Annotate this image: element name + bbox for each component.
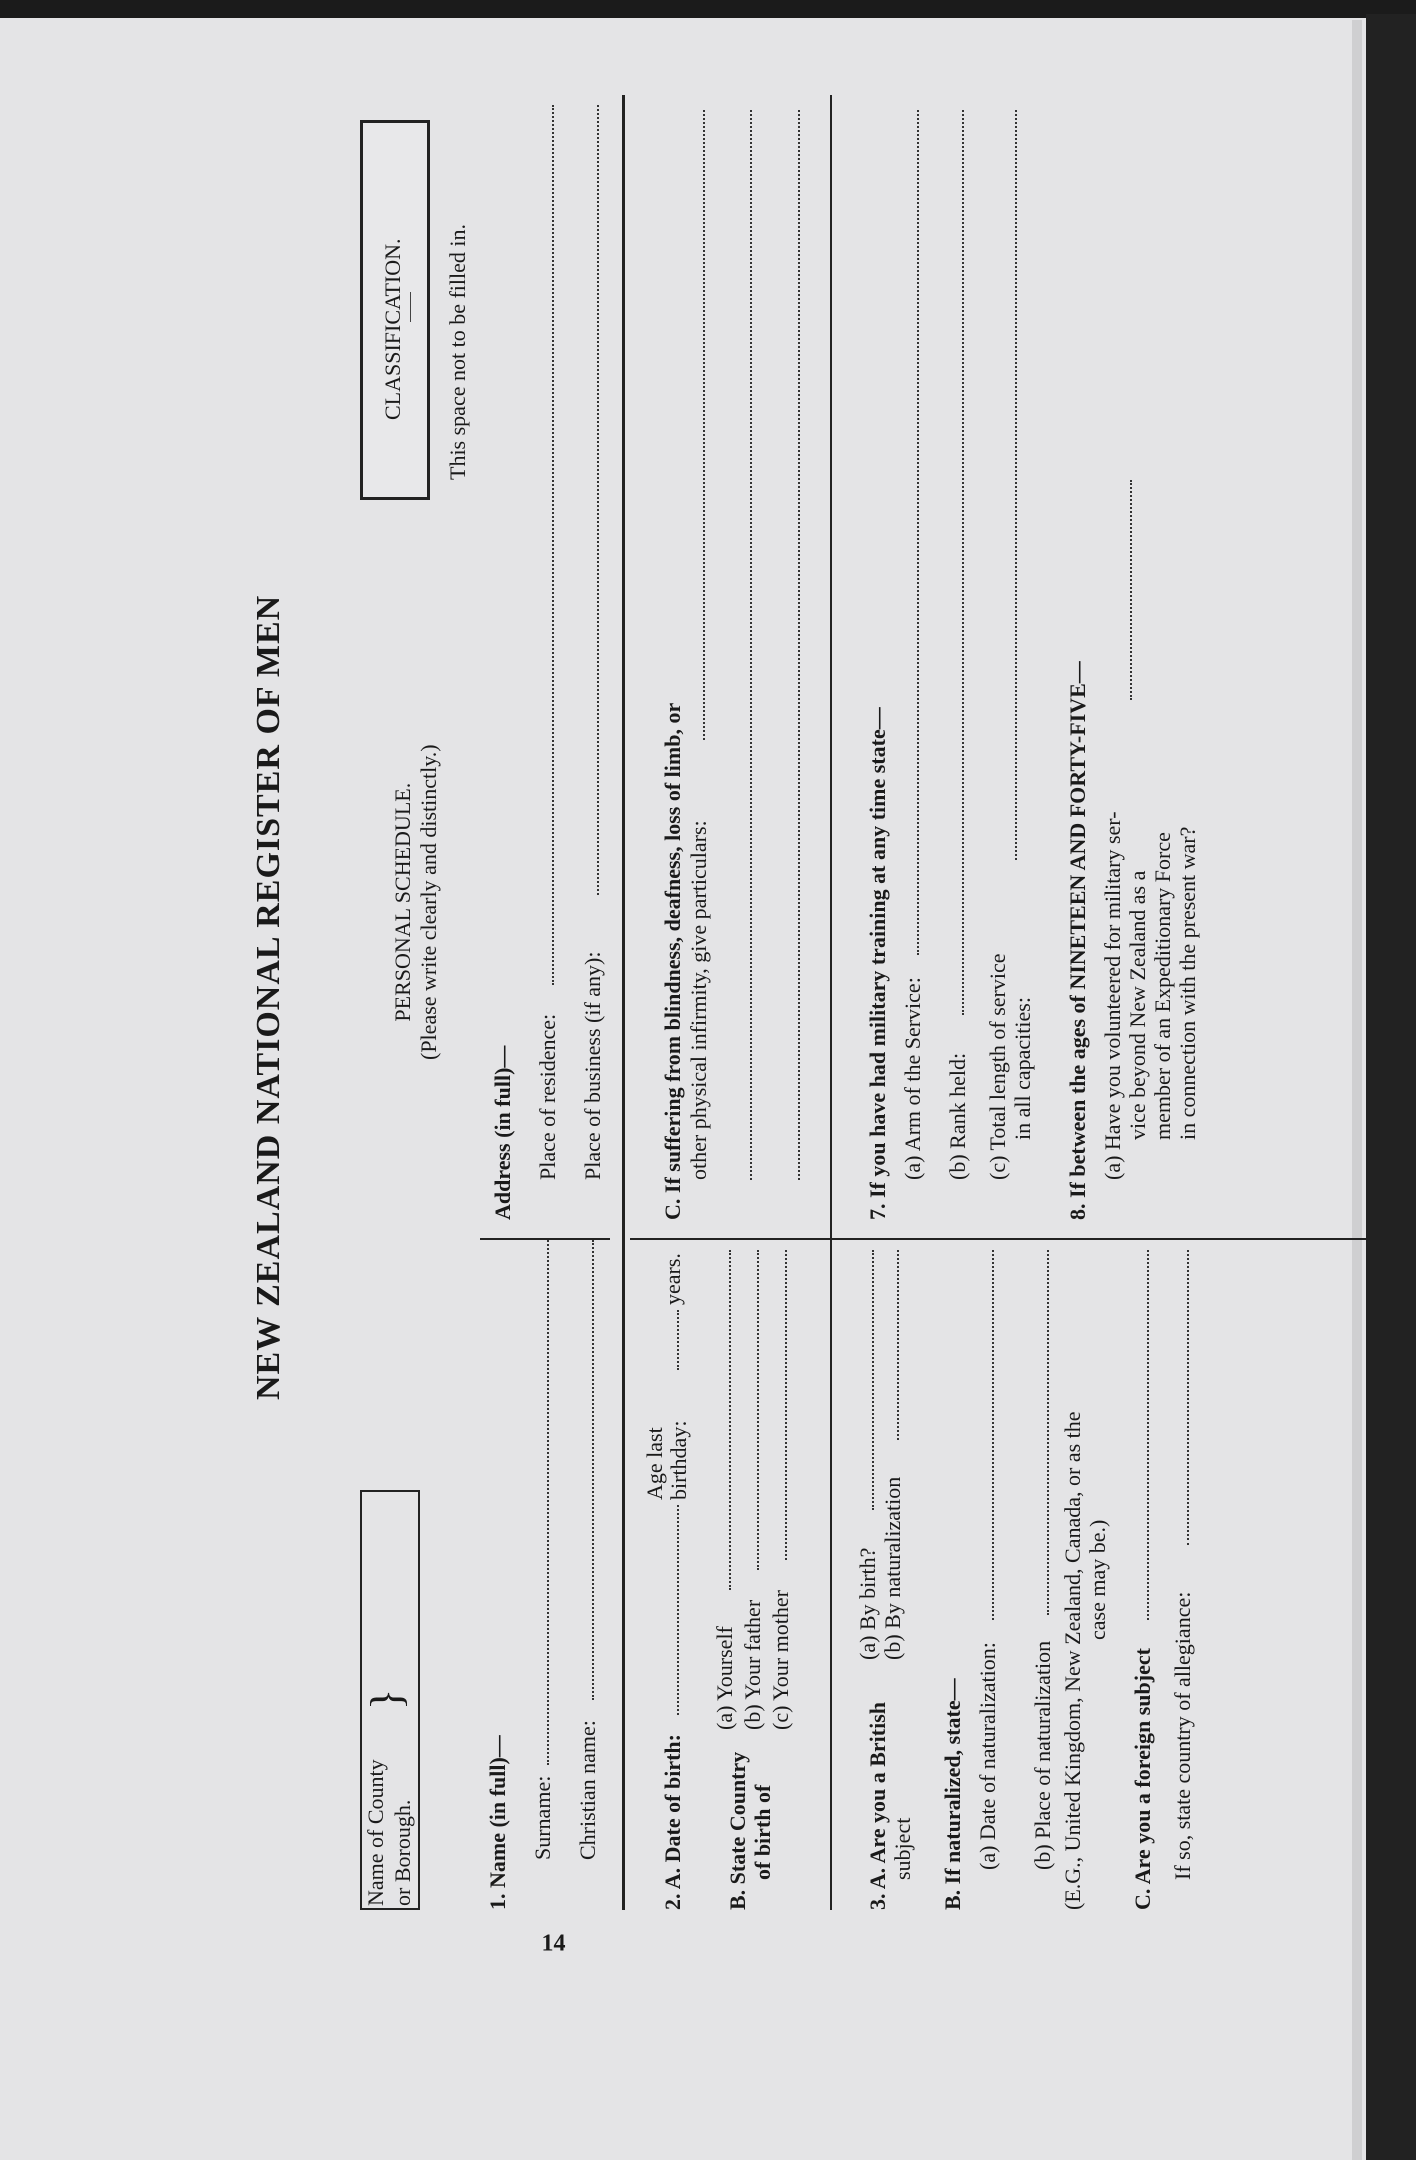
birth-mother-field[interactable] <box>785 1250 787 1560</box>
q3a-label-2: subject <box>890 1817 915 1880</box>
eg-line1: (E.G., United Kingdom, New Zealand, Canada, or as the <box>1060 1411 1085 1910</box>
classification-note: This space not to be filled in. <box>445 224 470 480</box>
allegiance-field[interactable] <box>1187 1250 1189 1545</box>
age-label-2: birthday: <box>666 1420 691 1500</box>
county-label-line1: Name of County <box>363 1759 388 1906</box>
q2c-line1: C. If suffering from blindness, deafness, loss of limb, or <box>660 702 685 1220</box>
foreign-subject-label: C. Are you a foreign subject <box>1130 1648 1155 1910</box>
naturalization-date-field[interactable] <box>992 1250 994 1620</box>
surname-field[interactable] <box>547 1240 549 1765</box>
q7-length-label-1: (c) Total length of service <box>985 953 1010 1180</box>
allegiance-label: If so, state country of allegiance: <box>1170 1591 1195 1880</box>
volunteered-field[interactable] <box>1130 480 1132 700</box>
british-by-birth: (a) By birth? <box>855 1547 880 1660</box>
naturalization-date-label: (a) Date of naturalization: <box>975 1642 1000 1870</box>
q1-heading: 1. Name (in full)— <box>485 1735 510 1910</box>
q7-rank-label: (b) Rank held: <box>945 1052 970 1180</box>
birth-mother: (c) Your mother <box>768 1590 793 1730</box>
age-field[interactable] <box>677 1310 679 1370</box>
infirmity-field-1[interactable] <box>703 110 705 740</box>
section-rule-1 <box>622 95 625 1910</box>
rank-field[interactable] <box>962 110 964 1015</box>
q8-line4: in connection with the present war? <box>1175 826 1200 1140</box>
schedule-heading <box>390 744 442 1060</box>
british-by-naturalization: (b) By naturalization <box>880 1476 905 1660</box>
q8-line3: member of an Expeditionary Force <box>1150 832 1175 1140</box>
classification-label: CLASSIFICATION. <box>380 238 405 420</box>
business-label: Place of business (if any): <box>580 951 605 1180</box>
binding-shadow <box>1366 14 1416 2160</box>
page-title: NEW ZEALAND NATIONAL REGISTER OF MEN <box>250 594 287 1400</box>
schedule-title: PERSONAL SCHEDULE. <box>390 782 415 1022</box>
q8-line1: (a) Have you volunteered for military ser- <box>1100 811 1125 1180</box>
residence-label: Place of residence: <box>535 1013 560 1180</box>
eg-line2: case may be.) <box>1085 1519 1110 1640</box>
q2c-line2: other physical infirmity, give particulars: <box>686 820 711 1180</box>
british-by-birth-field[interactable] <box>872 1250 874 1510</box>
county-label-line2: or Borough. <box>390 1799 415 1906</box>
q3a-label-1: 3. A. Are you a British <box>865 1701 890 1910</box>
birth-father-field[interactable] <box>757 1250 759 1570</box>
q7-arm-label: (a) Arm of the Service: <box>900 977 925 1180</box>
birth-yourself-field[interactable] <box>729 1250 731 1590</box>
foreign-subject-field[interactable] <box>1147 1250 1149 1620</box>
christian-name-field[interactable] <box>592 1240 594 1700</box>
address-heading: Address (in full)— <box>490 1045 515 1220</box>
date-of-birth-field[interactable] <box>677 1505 679 1715</box>
infirmity-field-2[interactable] <box>750 110 752 1180</box>
naturalization-place-field[interactable] <box>1047 1250 1049 1615</box>
years-label: years. <box>660 1253 685 1305</box>
q7-length-label-2: in all capacities: <box>1010 997 1035 1140</box>
section-rule-2 <box>830 1240 832 1910</box>
brace-icon: } <box>362 1688 411 1710</box>
q2-date-label: 2. A. Date of birth: <box>660 1734 685 1910</box>
residence-field[interactable] <box>552 105 554 985</box>
surname-label: Surname: <box>530 1775 555 1860</box>
page-number: 14 <box>541 1930 566 1957</box>
schedule-instruction: (Please write clearly and distinctly.) <box>416 744 441 1060</box>
next-page-edge <box>1352 20 1362 2160</box>
column-divider <box>480 1238 610 1240</box>
rotated-form <box>250 60 1210 1957</box>
classification-dash <box>410 292 411 322</box>
birth-father: (b) Your father <box>740 1599 765 1730</box>
infirmity-field-3[interactable] <box>798 110 800 1180</box>
section-rule-3 <box>830 95 832 1240</box>
column-divider-2 <box>630 1238 1416 1240</box>
q7-heading: 7. If you have had military training at any time state— <box>865 707 890 1220</box>
q2b-label-2: of birth of <box>750 1784 775 1880</box>
length-of-service-field[interactable] <box>1015 110 1017 860</box>
q2b-label-1: B. State Country <box>725 1751 750 1910</box>
christian-name-label: Christian name: <box>575 1720 600 1860</box>
age-label-1: Age last <box>642 1427 667 1500</box>
birth-yourself: (a) Yourself <box>712 1626 737 1730</box>
q3b-heading: B. If naturalized, state— <box>940 1678 965 1910</box>
arm-of-service-field[interactable] <box>917 110 919 955</box>
naturalization-place-label: (b) Place of naturalization <box>1030 1640 1055 1870</box>
q8-heading: 8. If between the ages of NINETEEN AND FORTY-FIVE— <box>1065 661 1090 1220</box>
q8-line2: vice beyond New Zealand as a <box>1125 870 1150 1140</box>
county-label <box>362 1759 416 1906</box>
business-field[interactable] <box>597 105 599 895</box>
british-by-naturalization-field[interactable] <box>897 1250 899 1440</box>
